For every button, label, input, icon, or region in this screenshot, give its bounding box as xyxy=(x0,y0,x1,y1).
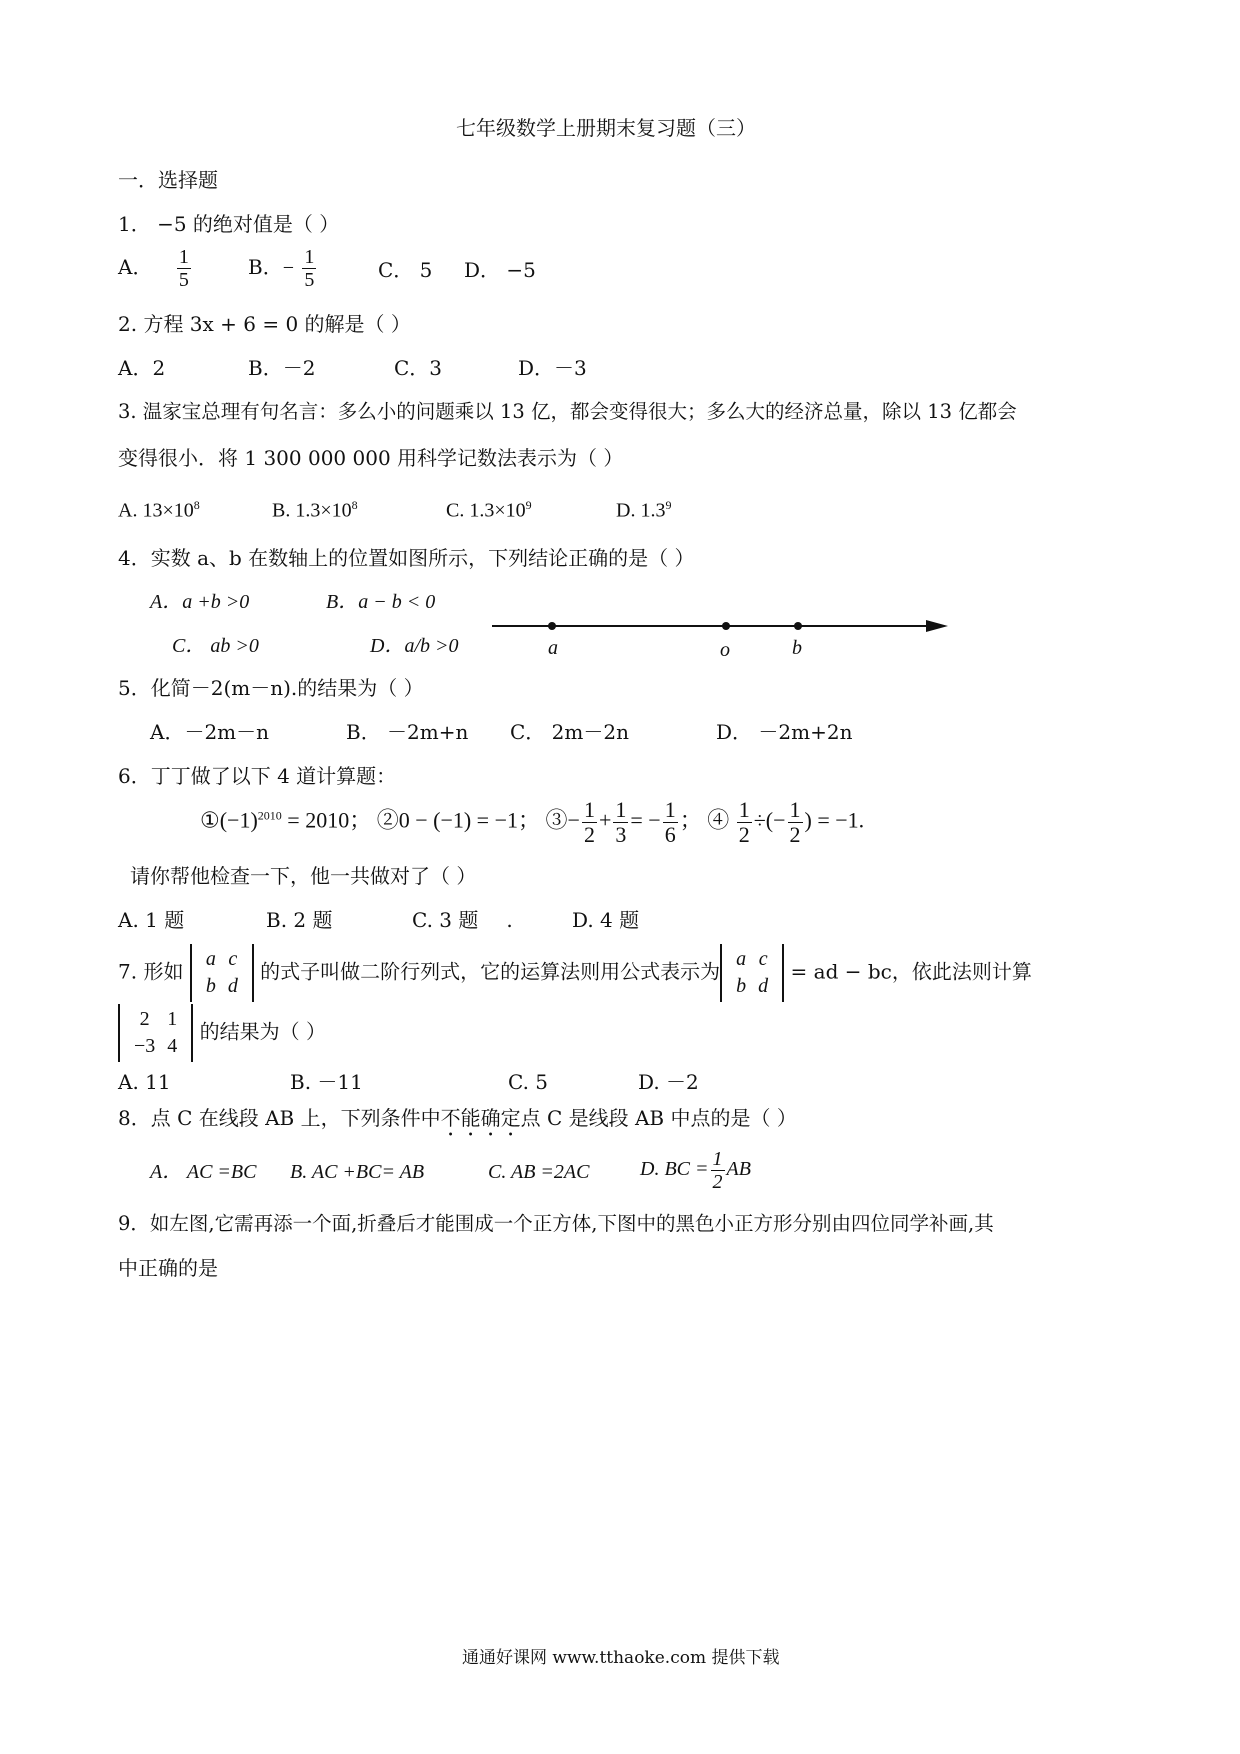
q1-b-fraction: $\frac{1}{5}$ xyxy=(304,246,315,291)
number-line-label-o: o xyxy=(720,639,730,661)
q4-option-c: C． ab >0 xyxy=(172,635,259,657)
q5-option-a: A．－2m－n xyxy=(150,720,270,744)
q3-line-2: 变得很小．将 1 300 000 000 用科学记数法表示为（ ） xyxy=(118,446,624,470)
q3-option-d: D. $1.3^9$ xyxy=(616,498,672,522)
q9-line-1: 9．如左图,它需再添一个面,折叠后才能围成一个正方体,下图中的黑色小正方形分别由四位同学补画,其 xyxy=(118,1212,994,1235)
q4-option-a: A．a +b >0 xyxy=(150,591,250,613)
q8-stem: 8．点 C 在线段 AB 上，下列条件中不能确定点 C 是线段 AB 中点的是（ ） xyxy=(118,1106,797,1130)
q2-option-c: C．3 xyxy=(394,356,443,380)
q6-option-c: C. 3 题 . xyxy=(412,908,513,932)
q9-line-2: 中正确的是 xyxy=(118,1256,218,1280)
q3-option-a: A. $13\times 10^8$ xyxy=(118,498,200,522)
page-title: 七年级数学上册期末复习题（三） xyxy=(456,116,756,140)
q1-option-a: A． xyxy=(118,255,153,279)
q2-stem: 2. 方程 3x + 6 = 0 的解是（ ） xyxy=(118,312,411,336)
number-line xyxy=(490,611,950,641)
q7-numeric-determinant: 2 1 −3 4 xyxy=(118,1004,193,1062)
q7-generic-determinant: a c b d xyxy=(190,944,254,1002)
q7-option-a: A. 11 xyxy=(118,1070,171,1094)
q4-option-b: B．a − b < 0 xyxy=(326,591,436,613)
q6-expressions: $①(-1)^{2010} = 2010$； ②0 − (−1) = −1； ③− $\frac{1}{2}$ + $\frac{1}{3}$ = − $\frac{1}{6}$ ； ④ $\frac{1}{2}$ ÷(− $\frac{1}{2}$ ) = −1. xyxy=(200,797,865,848)
q3-line-1: 3. 温家宝总理有句名言：多么小的问题乘以 13 亿，都会变得很大；多么大的经济总量，除以 13 亿都会 xyxy=(118,400,1017,423)
number-line-label-a: a xyxy=(548,637,558,659)
q6-stem: 6．丁丁做了以下 4 道计算题： xyxy=(118,764,397,788)
section-heading: 一．选择题 xyxy=(118,168,218,192)
q2-option-d: D．－3 xyxy=(518,356,587,380)
q6-option-d: D. 4 题 xyxy=(572,908,640,932)
q4-stem: 4．实数 a、b 在数轴上的位置如图所示，下列结论正确的是（ ） xyxy=(118,546,695,570)
q6-option-a: A. 1 题 xyxy=(118,908,185,932)
q1-a-fraction: $\frac{1}{5}$ xyxy=(178,246,189,291)
q8-option-b: B. AC +BC= AB xyxy=(290,1161,425,1183)
q8-option-c: C. AB =2AC xyxy=(488,1161,590,1183)
q1-option-b: B．− $\frac{1}{5}$ xyxy=(248,246,315,291)
q3-option-b: B. $1.3\times 10^8$ xyxy=(272,498,358,522)
q5-option-c: C． 2m－2n xyxy=(510,720,629,744)
q5-option-b: B． －2m+n xyxy=(346,720,469,744)
q3-option-c: C. $1.3\times 10^9$ xyxy=(446,498,532,522)
q1-stem: 1． −5 的绝对值是（ ） xyxy=(118,212,340,236)
q5-option-d: D． －2m+2n xyxy=(716,720,853,744)
q7-option-d: D. －2 xyxy=(638,1070,699,1094)
q8-option-a: A． AC =BC xyxy=(150,1161,257,1183)
number-line-label-b: b xyxy=(792,637,802,659)
q6-ask: 请你帮他检查一下，他一共做对了（ ） xyxy=(130,864,477,888)
page-footer: 通通好课网 www.tthaoke.com 提供下载 xyxy=(462,1648,780,1668)
q7-line-1: 7. 形如 a c b d 的式子叫做二阶行列式，它的运算法则用公式表示为 a c b d = ad − bc，依此法则计算 xyxy=(118,944,1032,1002)
q8-option-d: D. BC = $\frac{1}{2}$ AB xyxy=(640,1148,751,1193)
q7-option-c: C. 5 xyxy=(508,1070,549,1094)
q8-emphasis: 不能确定 xyxy=(440,1106,521,1130)
q2-option-a: A．2 xyxy=(118,356,166,380)
q6-option-b: B. 2 题 xyxy=(266,908,333,932)
q1-options xyxy=(118,246,193,291)
q7-option-b: B. －11 xyxy=(290,1070,363,1094)
q7-formula-determinant: a c b d xyxy=(720,944,784,1002)
q4-option-d: D．a/b >0 xyxy=(370,635,459,657)
q1-option-c: C． 5 xyxy=(378,258,433,282)
q2-option-b: B．－2 xyxy=(248,356,316,380)
q7-line-2: 2 1 −3 4 的结果为（ ） xyxy=(118,1004,326,1062)
q1-option-d: D． −5 xyxy=(464,258,536,282)
q5-stem: 5．化简－2(m－n).的结果为（ ） xyxy=(118,676,424,700)
